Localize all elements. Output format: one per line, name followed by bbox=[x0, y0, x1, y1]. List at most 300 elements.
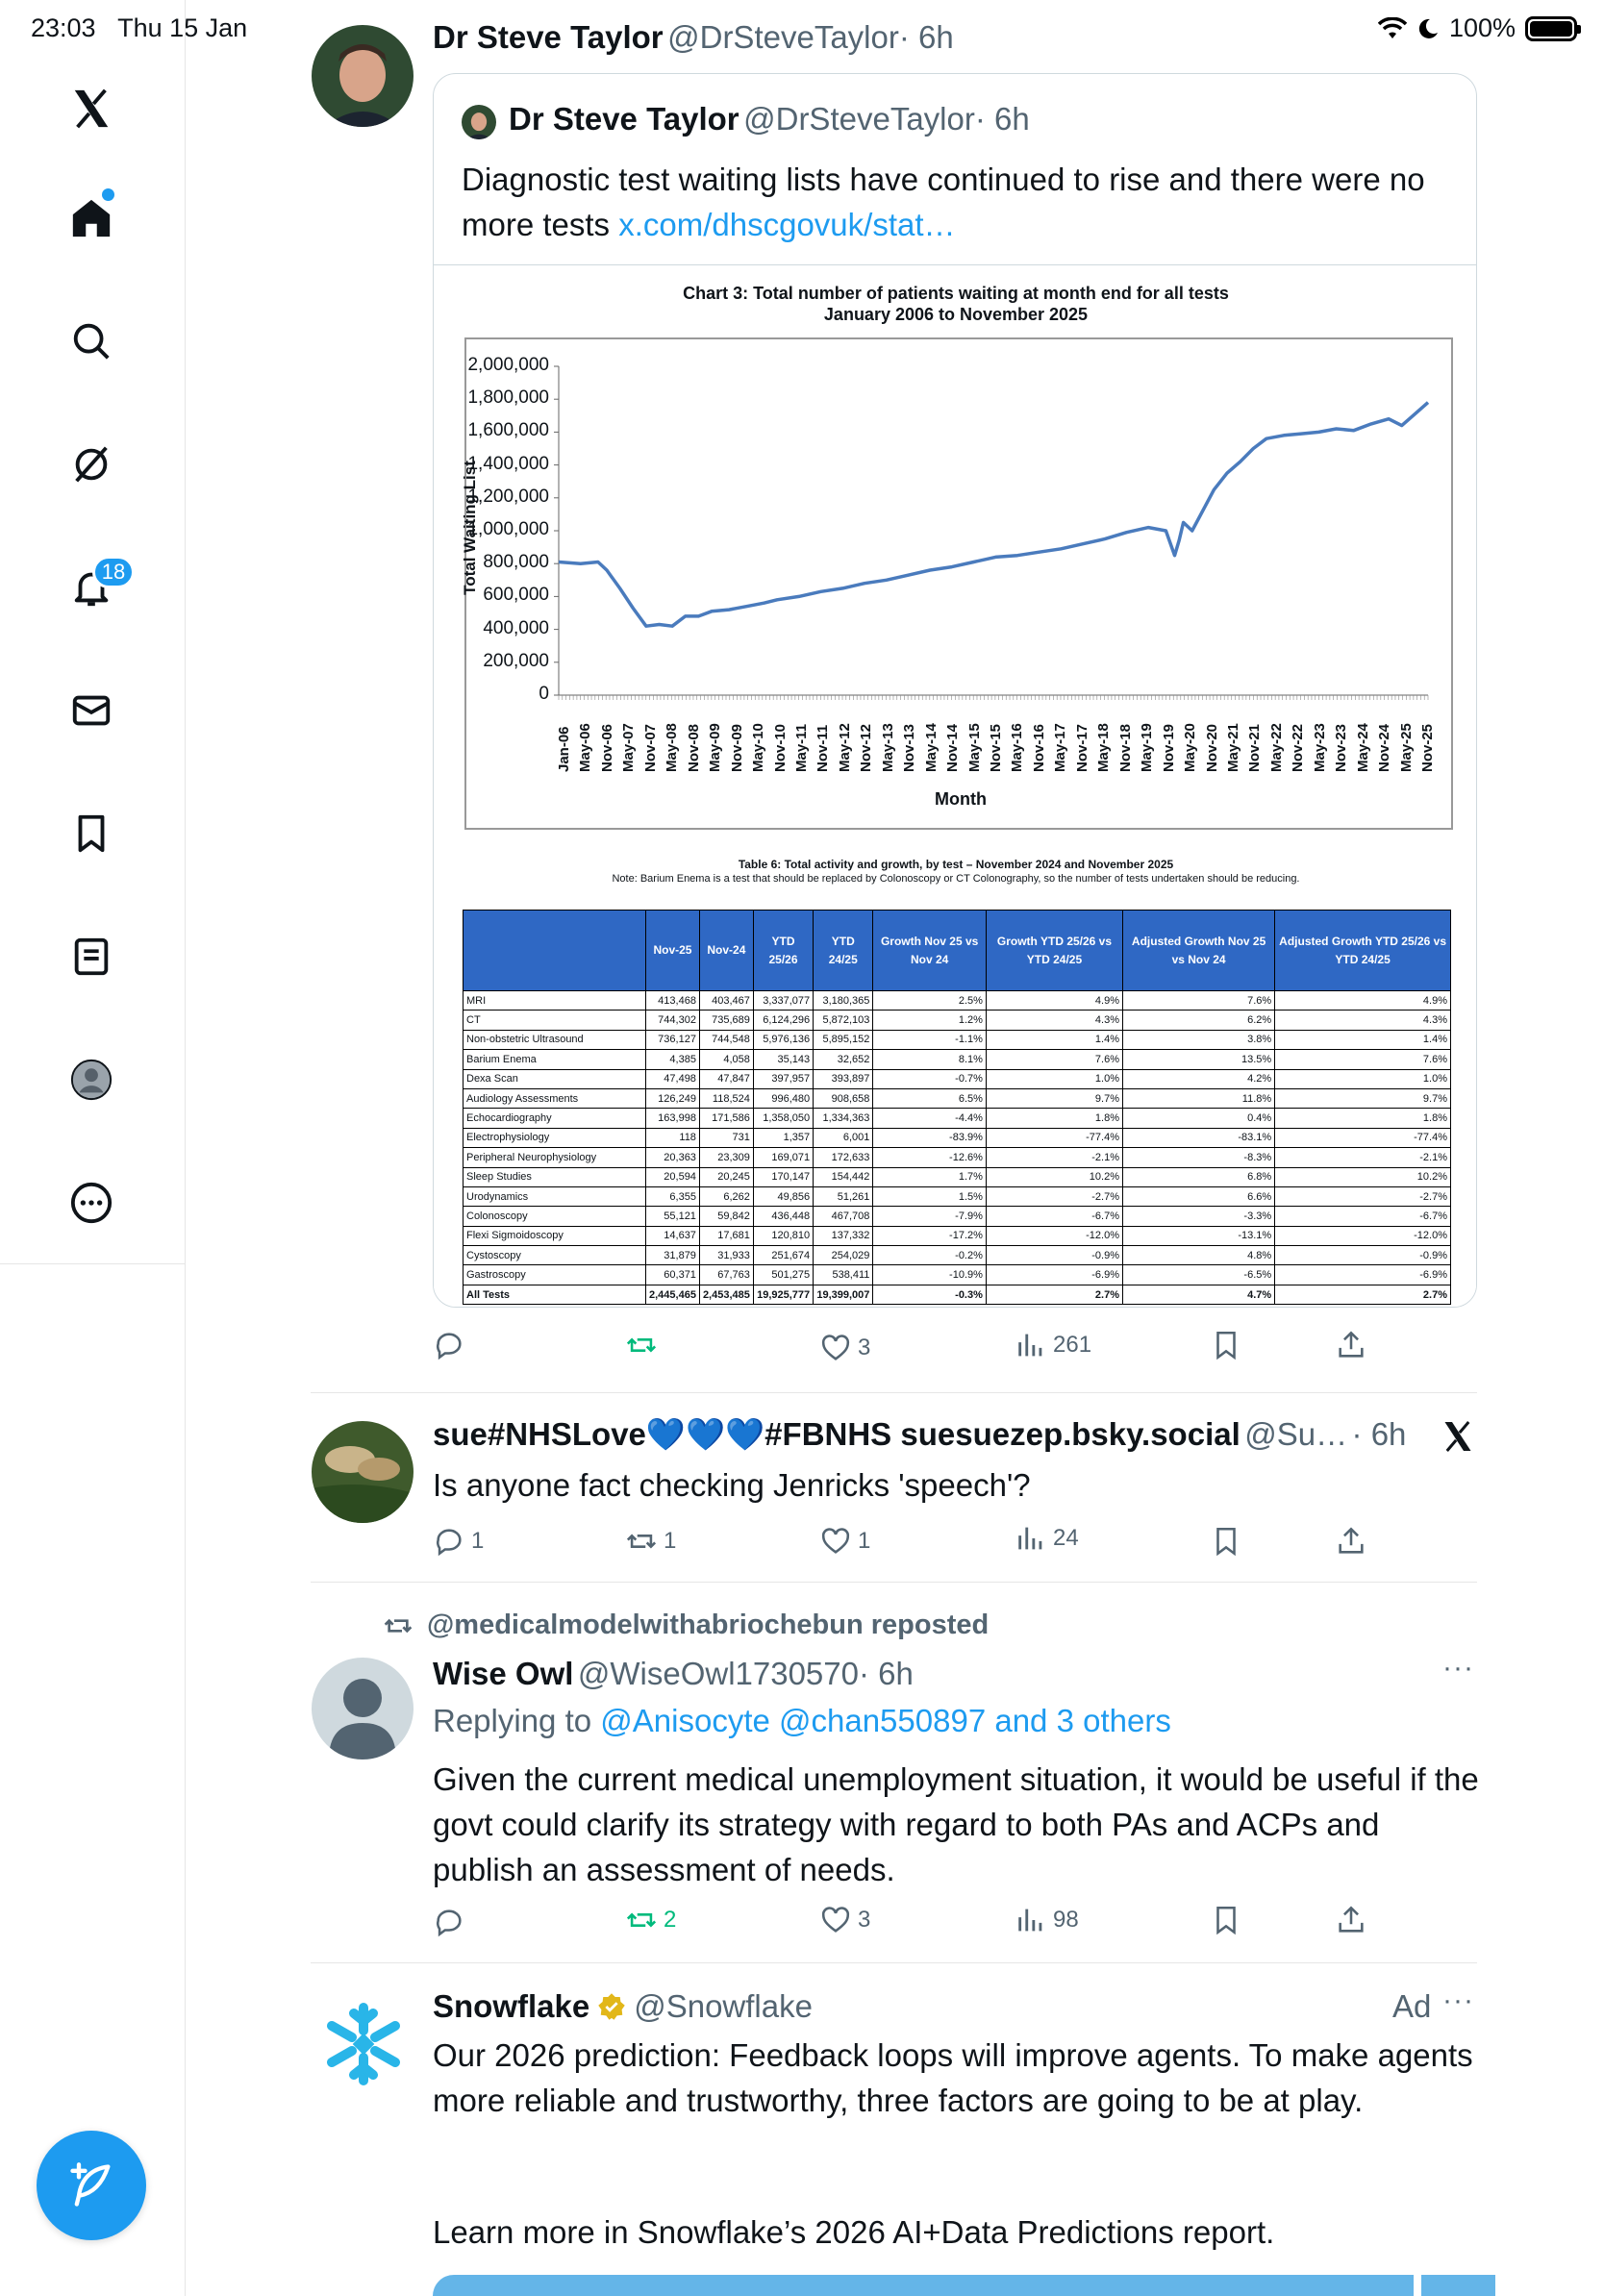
table-title: Table 6: Total activity and growth, by test – November 2024 and November 2025 bbox=[738, 858, 1174, 871]
table-cell: 4.3% bbox=[986, 1011, 1122, 1030]
share-icon bbox=[1335, 1525, 1367, 1558]
table-cell: -6.9% bbox=[986, 1265, 1122, 1285]
chart-frame bbox=[460, 337, 1453, 830]
table-cell: 1,357 bbox=[753, 1128, 813, 1147]
table-cell: -12.6% bbox=[873, 1148, 987, 1167]
author-handle[interactable]: @Snowflake bbox=[634, 1988, 813, 2024]
heart-icon bbox=[819, 1332, 852, 1364]
table-cell: 120,810 bbox=[753, 1226, 813, 1245]
bookmark-button[interactable] bbox=[1210, 1904, 1242, 1936]
table-cell: -12.0% bbox=[1275, 1226, 1451, 1245]
more-options-icon[interactable] bbox=[63, 1175, 119, 1231]
table-cell: 6,124,296 bbox=[753, 1011, 813, 1030]
table-header-cell: YTD 24/25 bbox=[814, 911, 873, 991]
table-cell: -6.9% bbox=[1275, 1265, 1451, 1285]
bookmark-icon bbox=[1210, 1329, 1242, 1361]
compose-feather-icon bbox=[66, 2160, 116, 2210]
table-cell: 118 bbox=[646, 1128, 700, 1147]
author-name[interactable]: sue#NHSLove💙💙💙#FBNHS suesuezep.bsky.social bbox=[433, 1416, 1241, 1452]
share-icon bbox=[1335, 1904, 1367, 1936]
profile-avatar-icon[interactable] bbox=[63, 1052, 119, 1108]
table-cell: 1,334,363 bbox=[814, 1109, 873, 1128]
messages-icon[interactable] bbox=[63, 683, 119, 738]
table-cell: 1,358,050 bbox=[753, 1109, 813, 1128]
tweet-divider bbox=[311, 1962, 1477, 1963]
quote-author-handle: @DrSteveTaylor bbox=[743, 101, 975, 137]
chart-x-tick: Nov-23 bbox=[1333, 723, 1350, 772]
grok-icon[interactable] bbox=[63, 437, 119, 492]
table-cell: Peripheral Neurophysiology bbox=[464, 1148, 646, 1167]
author-name[interactable]: Wise Owl bbox=[433, 1656, 574, 1691]
chart-x-tick: Nov-16 bbox=[1030, 723, 1047, 772]
chart-x-tick: Nov-22 bbox=[1290, 723, 1307, 772]
ad-media-preview-2[interactable] bbox=[1421, 2275, 1495, 2296]
chart-x-tick: May-14 bbox=[922, 723, 940, 772]
reply-button[interactable]: 1 bbox=[433, 1525, 484, 1558]
like-button[interactable]: 1 bbox=[819, 1525, 870, 1558]
verified-gold-badge-icon bbox=[597, 1992, 626, 2021]
table-cell: 7.6% bbox=[1275, 1050, 1451, 1069]
post-time: · 6h bbox=[898, 19, 954, 55]
quote-avatar bbox=[462, 105, 496, 139]
tweet2-header bbox=[433, 1416, 1406, 1454]
table-cell: 538,411 bbox=[814, 1265, 873, 1285]
post-time: · 6h bbox=[1351, 1416, 1407, 1452]
chart-x-tick: May-09 bbox=[707, 723, 724, 772]
table-row bbox=[464, 1265, 1451, 1285]
chart-x-tick: Nov-14 bbox=[944, 723, 962, 772]
table-cell: Sleep Studies bbox=[464, 1167, 646, 1186]
table-cell: 7.6% bbox=[986, 1050, 1122, 1069]
table-cell: Non-obstetric Ultrasound bbox=[464, 1030, 646, 1049]
bookmark-button[interactable] bbox=[1210, 1329, 1242, 1361]
quote-author-name: Dr Steve Taylor bbox=[509, 101, 739, 137]
table-cell: Dexa Scan bbox=[464, 1069, 646, 1088]
table-cell: 51,261 bbox=[814, 1186, 873, 1206]
tweet-divider bbox=[311, 1392, 1477, 1393]
table-cell: -0.3% bbox=[873, 1285, 987, 1304]
post-time: · 6h bbox=[859, 1656, 914, 1691]
x-logo-small-icon bbox=[1441, 1419, 1475, 1454]
repost-button[interactable]: 2 bbox=[625, 1904, 676, 1936]
table-cell: 19,399,007 bbox=[814, 1285, 873, 1304]
repost-context[interactable]: @medicalmodelwithabriochebun reposted bbox=[383, 1610, 989, 1641]
table-cell: 5,872,103 bbox=[814, 1011, 873, 1030]
table-cell: 20,594 bbox=[646, 1167, 700, 1186]
chart-xlabel: Month bbox=[935, 789, 987, 809]
quote-time: · 6h bbox=[974, 101, 1030, 137]
table-cell: 1.4% bbox=[986, 1030, 1122, 1049]
table-header-cell: YTD 25/26 bbox=[753, 911, 813, 991]
table-cell: Cystoscopy bbox=[464, 1246, 646, 1265]
table-cell: -10.9% bbox=[873, 1265, 987, 1285]
chart-y-tick: 1,800,000 bbox=[467, 387, 549, 409]
table-cell: 2,453,485 bbox=[699, 1285, 753, 1304]
chart-x-tick: Nov-24 bbox=[1376, 723, 1393, 772]
table-cell: 3,337,077 bbox=[753, 991, 813, 1011]
table-cell: 6,001 bbox=[814, 1128, 873, 1147]
chart-x-tick: Nov-13 bbox=[901, 723, 918, 772]
repost-icon bbox=[625, 1525, 658, 1558]
reply-context: Replying to @Anisocyte @chan550897 and 3 others bbox=[433, 1703, 1171, 1738]
like-button[interactable]: 3 bbox=[819, 1332, 870, 1364]
more-menu-icon[interactable]: ··· bbox=[1442, 1984, 1474, 2016]
share-icon bbox=[1335, 1329, 1367, 1361]
table-cell: 251,674 bbox=[753, 1246, 813, 1265]
table-cell: 47,847 bbox=[699, 1069, 753, 1088]
table-header-cell: Growth YTD 25/26 vs YTD 24/25 bbox=[986, 911, 1122, 991]
author-handle[interactable]: @Su… bbox=[1244, 1416, 1348, 1452]
table-header-cell: Adjusted Growth YTD 25/26 vs YTD 24/25 bbox=[1275, 911, 1451, 991]
share-button[interactable] bbox=[1335, 1525, 1367, 1558]
table-cell: 467,708 bbox=[814, 1207, 873, 1226]
table-cell: 397,957 bbox=[753, 1069, 813, 1088]
table-cell: Echocardiography bbox=[464, 1109, 646, 1128]
table-cell: 154,442 bbox=[814, 1167, 873, 1186]
reply-icon bbox=[433, 1329, 465, 1361]
table-cell: 23,309 bbox=[699, 1148, 753, 1167]
chart-x-tick: Nov-10 bbox=[771, 723, 789, 772]
table-cell: -12.0% bbox=[986, 1226, 1122, 1245]
status-time: 23:03 Thu 15 Jan bbox=[31, 13, 248, 42]
table-cell: Audiology Assessments bbox=[464, 1088, 646, 1108]
chart-x-tick: May-24 bbox=[1354, 723, 1371, 772]
tweet4-text: Our 2026 prediction: Feedback loops will improve agents. To make agents more reliable and trustworthy, three factors are going to be at play. bbox=[433, 2037, 1473, 2118]
views-button[interactable]: 24 bbox=[1015, 1522, 1079, 1555]
wifi-icon bbox=[1378, 17, 1407, 40]
chart-x-tick: Nov-19 bbox=[1160, 723, 1177, 772]
table-cell: 736,127 bbox=[646, 1030, 700, 1049]
chart-y-tick: 0 bbox=[539, 684, 549, 704]
table-cell: Barium Enema bbox=[464, 1050, 646, 1069]
table-cell: -2.1% bbox=[986, 1148, 1122, 1167]
chart-x-tick: May-21 bbox=[1224, 723, 1241, 772]
table-cell: 2,445,465 bbox=[646, 1285, 700, 1304]
author-name[interactable]: Snowflake bbox=[433, 1988, 590, 2024]
tweet2-text: Is anyone fact checking Jenricks 'speech'? bbox=[433, 1467, 1031, 1503]
tweet1-avatar[interactable] bbox=[312, 25, 414, 127]
activity-table bbox=[463, 910, 1451, 1305]
quote-link[interactable]: x.com/dhscgovuk/stat… bbox=[618, 207, 956, 242]
quote-text: Diagnostic test waiting lists have continued to rise and there were no more tests x.com/dhscgovuk/stat… bbox=[462, 162, 1425, 242]
views-chart-icon bbox=[1015, 1522, 1047, 1555]
heart-icon bbox=[819, 1904, 852, 1936]
table-cell: 13.5% bbox=[1123, 1050, 1275, 1069]
table-cell: 1.0% bbox=[1275, 1069, 1451, 1088]
bookmark-icon bbox=[1210, 1904, 1242, 1936]
table-row bbox=[464, 1207, 1451, 1226]
table-cell: All Tests bbox=[464, 1285, 646, 1304]
tweet4-header bbox=[433, 1988, 813, 2025]
table-row bbox=[464, 1128, 1451, 1147]
chart-x-tick: Nov-21 bbox=[1246, 723, 1264, 772]
table-row bbox=[464, 1167, 1451, 1186]
table-cell: 5,976,136 bbox=[753, 1030, 813, 1049]
author-name[interactable]: Dr Steve Taylor bbox=[433, 19, 664, 55]
repost-button[interactable] bbox=[625, 1329, 664, 1361]
table-cell: 137,332 bbox=[814, 1226, 873, 1245]
bookmark-button[interactable] bbox=[1210, 1525, 1242, 1558]
table-cell: 60,371 bbox=[646, 1265, 700, 1285]
tweet-divider bbox=[311, 1582, 1477, 1583]
table-cell: -6.7% bbox=[986, 1207, 1122, 1226]
repost-icon bbox=[625, 1329, 658, 1361]
chart-x-tick: May-11 bbox=[792, 723, 810, 772]
table-cell: Urodynamics bbox=[464, 1186, 646, 1206]
chart-y-tick: 1,600,000 bbox=[467, 420, 549, 441]
chart-x-tick: Nov-17 bbox=[1073, 723, 1090, 772]
table-cell: 47,498 bbox=[646, 1069, 700, 1088]
table-cell: 5,895,152 bbox=[814, 1030, 873, 1049]
chart-y-tick: 1,200,000 bbox=[467, 486, 549, 507]
table-row bbox=[464, 1246, 1451, 1265]
table-cell: -77.4% bbox=[986, 1128, 1122, 1147]
table-row bbox=[464, 1186, 1451, 1206]
table-cell: 7.6% bbox=[1123, 991, 1275, 1011]
table-row bbox=[464, 991, 1451, 1011]
table-cell: 31,879 bbox=[646, 1246, 700, 1265]
table-cell: -1.1% bbox=[873, 1030, 987, 1049]
table-cell: -2.1% bbox=[1275, 1148, 1451, 1167]
table-cell: 1.5% bbox=[873, 1186, 987, 1206]
table-cell: 393,897 bbox=[814, 1069, 873, 1088]
table-cell: 731 bbox=[699, 1128, 753, 1147]
table-cell: 172,633 bbox=[814, 1148, 873, 1167]
tweet2-avatar[interactable] bbox=[312, 1421, 414, 1523]
table-cell: -2.7% bbox=[1275, 1186, 1451, 1206]
snowflake-logo-icon[interactable] bbox=[317, 1998, 410, 2090]
chart-x-tick: Nov-09 bbox=[728, 723, 745, 772]
table-cell: 6,355 bbox=[646, 1186, 700, 1206]
table-cell: 1.8% bbox=[986, 1109, 1122, 1128]
table-row bbox=[464, 1088, 1451, 1108]
table-cell: 4.9% bbox=[1275, 991, 1451, 1011]
lists-icon[interactable] bbox=[63, 929, 119, 985]
table-cell: CT bbox=[464, 1011, 646, 1030]
chart-x-tick: Nov-11 bbox=[815, 724, 832, 772]
table-cell: 6.2% bbox=[1123, 1011, 1275, 1030]
table-cell: 31,933 bbox=[699, 1246, 753, 1265]
table-cell: 254,029 bbox=[814, 1246, 873, 1265]
sidebar bbox=[0, 0, 186, 2296]
chart-x-tick: May-06 bbox=[577, 723, 594, 772]
repost-small-icon bbox=[383, 1610, 414, 1641]
chart-x-tick: Nov-12 bbox=[858, 723, 875, 772]
chart-y-tick: 400,000 bbox=[483, 617, 549, 638]
table-row bbox=[464, 1011, 1451, 1030]
table-cell: 436,448 bbox=[753, 1207, 813, 1226]
bookmarks-icon[interactable] bbox=[63, 806, 119, 861]
chart-y-tick: 200,000 bbox=[483, 650, 549, 671]
bookmark-icon bbox=[1210, 1525, 1242, 1558]
search-icon[interactable] bbox=[63, 313, 119, 369]
table-cell: MRI bbox=[464, 991, 646, 1011]
table-cell: 0.4% bbox=[1123, 1109, 1275, 1128]
tweet3-text: Given the current medical unemployment situation, it would be useful if the govt could clarify its strategy with regard to both PAs and ACPs and publish an assessment of needs. bbox=[433, 1761, 1479, 1887]
table-header-cell: Adjusted Growth Nov 25 vs Nov 24 bbox=[1123, 911, 1275, 991]
chart-x-tick: May-18 bbox=[1095, 723, 1113, 772]
share-button[interactable] bbox=[1335, 1904, 1367, 1936]
views-button[interactable]: 98 bbox=[1015, 1904, 1079, 1936]
tweet1-header bbox=[433, 19, 954, 56]
table-cell: 170,147 bbox=[753, 1167, 813, 1186]
table-cell: 1.7% bbox=[873, 1167, 987, 1186]
table-cell: 32,652 bbox=[814, 1050, 873, 1069]
table-cell: 163,998 bbox=[646, 1109, 700, 1128]
repost-button[interactable]: 1 bbox=[625, 1525, 676, 1558]
repost-icon bbox=[625, 1904, 658, 1936]
quote-header bbox=[509, 101, 1030, 137]
quote-image[interactable] bbox=[434, 264, 1477, 1308]
table-cell: 35,143 bbox=[753, 1050, 813, 1069]
table-cell: 55,121 bbox=[646, 1207, 700, 1226]
views-chart-icon bbox=[1015, 1904, 1047, 1936]
table-cell: -4.4% bbox=[873, 1109, 987, 1128]
table-cell: 20,363 bbox=[646, 1148, 700, 1167]
chart-x-tick: May-22 bbox=[1267, 723, 1285, 772]
table-cell: 6.6% bbox=[1123, 1186, 1275, 1206]
table-cell: -7.9% bbox=[873, 1207, 987, 1226]
heart-icon bbox=[819, 1525, 852, 1558]
chart-x-tick: May-08 bbox=[664, 723, 681, 772]
chart-x-tick: May-17 bbox=[1052, 723, 1069, 772]
share-button[interactable] bbox=[1335, 1329, 1367, 1361]
table-row bbox=[464, 1285, 1451, 1304]
table-cell: 8.1% bbox=[873, 1050, 987, 1069]
chart-subtitle: January 2006 to November 2025 bbox=[823, 305, 1089, 324]
table-cell: 171,586 bbox=[699, 1109, 753, 1128]
tweet4-text-2: Learn more in Snowflake’s 2026 AI+Data Predictions report. bbox=[433, 2214, 1275, 2250]
chart-x-tick: May-13 bbox=[879, 723, 896, 772]
table-cell: 20,245 bbox=[699, 1167, 753, 1186]
chart-y-tick: 2,000,000 bbox=[467, 355, 549, 375]
table-cell: Gastroscopy bbox=[464, 1265, 646, 1285]
table-cell: -3.3% bbox=[1123, 1207, 1275, 1226]
table-cell: 169,071 bbox=[753, 1148, 813, 1167]
table-cell: 3.8% bbox=[1123, 1030, 1275, 1049]
chart-x-tick: May-19 bbox=[1139, 723, 1156, 772]
views-button[interactable]: 261 bbox=[1015, 1329, 1091, 1361]
table-cell: 9.7% bbox=[986, 1088, 1122, 1108]
table-cell: 6,262 bbox=[699, 1186, 753, 1206]
table-cell: Colonoscopy bbox=[464, 1207, 646, 1226]
table-header-cell bbox=[464, 911, 646, 991]
table-cell: 2.7% bbox=[986, 1285, 1122, 1304]
table-cell: 126,249 bbox=[646, 1088, 700, 1108]
chart-x-tick: May-15 bbox=[965, 723, 983, 772]
quoted-tweet[interactable] bbox=[433, 73, 1477, 1308]
compose-post-button[interactable] bbox=[37, 2131, 146, 2240]
reply-to-link[interactable]: @Anisocyte @chan550897 and 3 others bbox=[600, 1703, 1171, 1738]
chart-x-tick: Nov-18 bbox=[1116, 723, 1134, 772]
table-cell: -0.9% bbox=[986, 1246, 1122, 1265]
reply-button[interactable] bbox=[433, 1329, 471, 1361]
table-cell: Electrophysiology bbox=[464, 1128, 646, 1147]
like-button[interactable]: 3 bbox=[819, 1904, 870, 1936]
reply-icon bbox=[433, 1525, 465, 1558]
table-cell: 4.9% bbox=[986, 991, 1122, 1011]
author-handle[interactable]: @WiseOwl1730570 bbox=[577, 1656, 859, 1691]
table-cell: 4.8% bbox=[1123, 1246, 1275, 1265]
ad-media-preview[interactable] bbox=[433, 2275, 1414, 2296]
chart-x-tick: Nov-06 bbox=[598, 723, 615, 772]
table-cell: 1.8% bbox=[1275, 1109, 1451, 1128]
chart-x-tick: May-23 bbox=[1311, 723, 1328, 772]
battery-icon bbox=[1525, 16, 1577, 41]
chart-axes bbox=[559, 366, 1428, 695]
table-cell: -83.9% bbox=[873, 1128, 987, 1147]
table-header-cell: Growth Nov 25 vs Nov 24 bbox=[873, 911, 987, 991]
table-cell: -17.2% bbox=[873, 1226, 987, 1245]
x-logo-icon[interactable] bbox=[63, 81, 119, 137]
table-cell: 1.2% bbox=[873, 1011, 987, 1030]
tweet3-avatar[interactable] bbox=[312, 1658, 414, 1759]
table-cell: -6.7% bbox=[1275, 1207, 1451, 1226]
table-cell: 4.7% bbox=[1123, 1285, 1275, 1304]
table-cell: 908,658 bbox=[814, 1088, 873, 1108]
table-cell: 1.0% bbox=[986, 1069, 1122, 1088]
status-icons bbox=[1378, 13, 1577, 43]
table-cell: 67,763 bbox=[699, 1265, 753, 1285]
table-row bbox=[464, 1069, 1451, 1088]
table-cell: -0.9% bbox=[1275, 1246, 1451, 1265]
table-cell: 11.8% bbox=[1123, 1088, 1275, 1108]
table-cell: 10.2% bbox=[986, 1167, 1122, 1186]
chart-ylabel: Total Waiting List bbox=[460, 461, 479, 595]
table-cell: 118,524 bbox=[699, 1088, 753, 1108]
table-cell: 17,681 bbox=[699, 1226, 753, 1245]
table-header-cell: Nov-24 bbox=[699, 911, 753, 991]
table-row bbox=[464, 1148, 1451, 1167]
chart-x-tick: Nov-25 bbox=[1419, 723, 1436, 772]
moon-icon bbox=[1416, 17, 1440, 40]
table-header-cell: Nov-25 bbox=[646, 911, 700, 991]
table-cell: 19,925,777 bbox=[753, 1285, 813, 1304]
chart-x-tick: Jan-06 bbox=[556, 726, 572, 772]
home-unread-dot bbox=[102, 188, 114, 201]
chart-y-tick: 800,000 bbox=[483, 552, 549, 573]
chart-x-tick: May-16 bbox=[1009, 723, 1026, 772]
table-row bbox=[464, 1109, 1451, 1128]
chart-y-tick: 600,000 bbox=[483, 585, 549, 606]
notifications-badge: 18 bbox=[92, 556, 135, 588]
table-cell: 3,180,365 bbox=[814, 991, 873, 1011]
battery-percent: 100% bbox=[1448, 13, 1516, 42]
table-cell: -8.3% bbox=[1123, 1148, 1275, 1167]
table-cell: 413,468 bbox=[646, 991, 700, 1011]
chart-x-tick: Nov-15 bbox=[988, 723, 1004, 772]
table-cell: 501,275 bbox=[753, 1265, 813, 1285]
table-cell: 4,058 bbox=[699, 1050, 753, 1069]
table-cell: 6.8% bbox=[1123, 1167, 1275, 1186]
more-menu-icon[interactable]: ··· bbox=[1442, 1652, 1474, 1684]
chart-series-line bbox=[559, 403, 1428, 627]
reply-icon bbox=[433, 1906, 465, 1938]
views-chart-icon bbox=[1015, 1329, 1047, 1361]
chart-x-tick: Nov-07 bbox=[641, 723, 659, 772]
table-cell: Flexi Sigmoidoscopy bbox=[464, 1226, 646, 1245]
reply-button[interactable] bbox=[433, 1906, 471, 1938]
author-handle[interactable]: @DrSteveTaylor bbox=[667, 19, 899, 55]
table-cell: -83.1% bbox=[1123, 1128, 1275, 1147]
table-cell: 744,548 bbox=[699, 1030, 753, 1049]
table-cell: -77.4% bbox=[1275, 1128, 1451, 1147]
table-cell: 2.7% bbox=[1275, 1285, 1451, 1304]
tweet3-header bbox=[433, 1656, 914, 1692]
table-cell: 14,637 bbox=[646, 1226, 700, 1245]
table-row bbox=[464, 1030, 1451, 1049]
chart-y-tick: 1,400,000 bbox=[467, 453, 549, 474]
